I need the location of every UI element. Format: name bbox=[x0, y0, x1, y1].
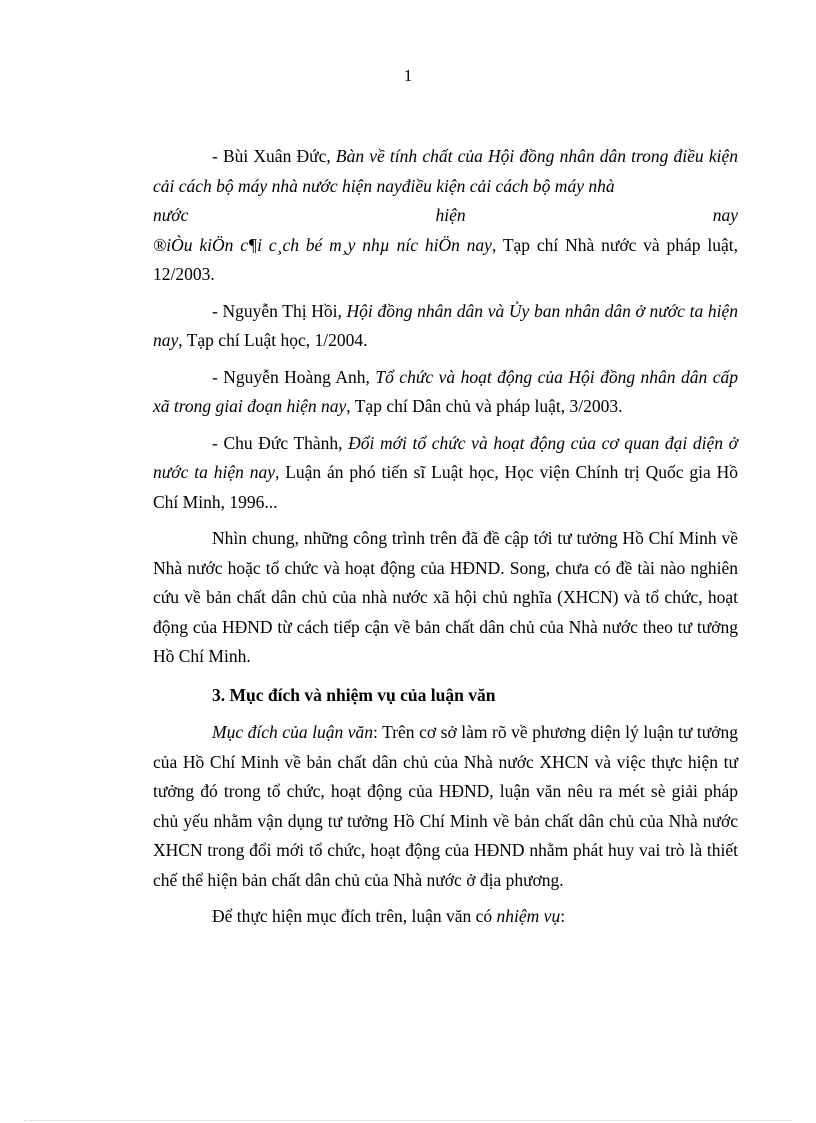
reference-4-source: , Luận án phó tiến sĩ Luật học, Học viện Chính trị Quốc gia Hồ Chí Minh, 1996... bbox=[153, 462, 738, 512]
reference-3-title: Tổ chức và hoạt động của Hội đồng nhân dân cấp xã trong giai đoạn hiện nay bbox=[153, 366, 739, 416]
purpose-paragraph bbox=[153, 718, 738, 895]
reference-1 bbox=[153, 142, 738, 201]
reference-2-title: Hội đồng nhân dân và Ủy ban nhân dân ở nước ta hiện nay bbox=[153, 300, 738, 350]
reference-2 bbox=[153, 297, 738, 356]
reference-1-word-1: nước bbox=[153, 205, 189, 225]
reference-3-author: - Nguyễn Hoàng Anh, bbox=[212, 366, 370, 387]
section-heading: 3. Mục đích và nhiệm vụ của luận văn bbox=[212, 684, 496, 705]
task-paragraph bbox=[153, 902, 738, 932]
reference-4-author: - Chu Đức Thành, bbox=[212, 432, 343, 453]
reference-1-source: , Tạp chí Nhà nước và pháp luật, 12/2003. bbox=[153, 234, 738, 284]
document-body bbox=[153, 142, 738, 932]
reference-1-continuation bbox=[153, 231, 738, 290]
reference-2-author: - Nguyễn Thị Hồi, bbox=[212, 300, 342, 321]
reference-1-word-2: hiện bbox=[435, 205, 466, 225]
reference-1-garbled-title: ®iÒu kiÖn c¶i c¸ch bé m¸y nhµ níc hiÖn nay bbox=[153, 234, 492, 255]
reference-3 bbox=[153, 363, 738, 422]
summary-paragraph: Nhìn chung, những công trình trên đã đề cập tới tư tưởng Hồ Chí Minh về Nhà nước hoặc tổ chức và hoạt động của HĐND. Song, chưa có đề tài nào nghiên cứu về bản chất dân chủ của nhà nước xã hội chủ nghĩa (XHCN) và tổ chức, hoạt động của HĐND từ cách tiếp cận về bản chất dân chủ của Nhà nước theo tư tưởng Hồ Chí Minh. bbox=[153, 528, 738, 666]
task-intro: Để thực hiện mục đích trên, luận văn có bbox=[212, 906, 497, 926]
reference-1-author: - Bùi Xuân Đức, bbox=[212, 146, 331, 166]
page-number: 1 bbox=[403, 66, 413, 85]
task-end: : bbox=[560, 906, 566, 926]
page-bottom-rule bbox=[24, 1120, 792, 1121]
task-label: nhiệm vụ bbox=[496, 906, 561, 926]
reference-4 bbox=[153, 429, 738, 518]
purpose-label: Mục đích của luận văn bbox=[212, 722, 374, 742]
purpose-text: : Trên cơ sở làm rõ về phương diện lý luận tư tưởng của Hồ Chí Minh về bản chất dân chủ của Nhà nước XHCN và việc thực hiện tư tưởng đó trong tổ chức, hoạt động của HĐND, luận văn nêu ra mét sè giải pháp chủ yếu nhằm vận dụng tư tưởng Hồ Chí Minh về bản chất dân chủ của Nhà nước XHCN trong đổi mới tổ chức, hoạt động của HĐND nhằm phát huy vai trò là thiết chế thể hiện bản chất dân chủ của Nhà nước ở địa phương. bbox=[153, 722, 738, 890]
reference-1-word-3: nay bbox=[712, 205, 738, 225]
reference-1-justified-line bbox=[153, 201, 738, 231]
reference-1-title: Bàn về tính chất của Hội đồng nhân dân trong điều kiện cải cách bộ máy nhà nước hiện nayđiều kiện cải cách bộ máy nhà bbox=[153, 146, 738, 196]
reference-3-source: , Tạp chí Dân chủ và pháp luật, 3/2003. bbox=[346, 396, 623, 416]
reference-2-source: , Tạp chí Luật học, 1/2004. bbox=[178, 330, 368, 350]
reference-4-title: Đổi mới tổ chức và hoạt động của cơ quan đại diện ở nước ta hiện nay bbox=[153, 432, 738, 482]
